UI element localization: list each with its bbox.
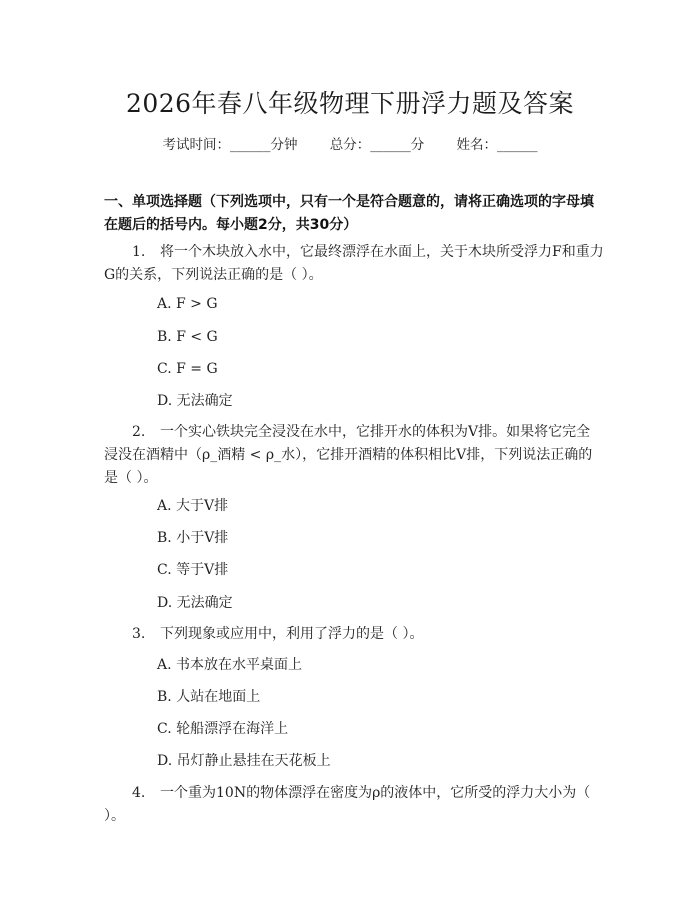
option-c: C. F = G bbox=[157, 361, 218, 377]
option-c: C. 等于V排 bbox=[157, 562, 229, 578]
question-stem: 下列现象或应用中，利用了浮力的是（ ）。 bbox=[160, 626, 424, 642]
question-number: 4. bbox=[132, 785, 146, 801]
option-b: B. 小于V排 bbox=[157, 530, 229, 546]
question-2 bbox=[104, 421, 604, 490]
question-number: 1. bbox=[132, 244, 146, 260]
option-a: A. 书本放在水平桌面上 bbox=[157, 657, 303, 673]
question-stem: 将一个木块放入水中，它最终漂浮在水面上，关于木块所受浮力F和重力G的关系，下列说法正确的是（ ）。 bbox=[104, 244, 604, 283]
option-d: D. 无法确定 bbox=[157, 393, 233, 409]
question-4 bbox=[104, 782, 604, 828]
option-d: D. 无法确定 bbox=[157, 595, 233, 611]
option-c: C. 轮船漂浮在海洋上 bbox=[157, 721, 289, 737]
question-stem: 一个重为10N的物体漂浮在密度为ρ的液体中，它所受的浮力大小为（ ）。 bbox=[104, 785, 591, 824]
option-a: A. 大于V排 bbox=[157, 498, 229, 514]
option-a: A. F > G bbox=[157, 296, 218, 312]
total-score: 总分：______分 bbox=[329, 137, 425, 153]
question-1 bbox=[104, 241, 604, 287]
option-d: D. 吊灯静止悬挂在天花板上 bbox=[157, 753, 331, 769]
question-number: 3. bbox=[132, 626, 146, 642]
question-stem: 一个实心铁块完全浸没在水中，它排开水的体积为V排。如果将它完全浸没在酒精中（ρ_酒精 < ρ_水），它排开酒精的体积相比V排，下列说法正确的是（ ）。 bbox=[104, 424, 593, 486]
exam-info bbox=[0, 133, 700, 153]
student-name: 姓名：______ bbox=[456, 137, 538, 153]
page-title: 2026年春八年级物理下册浮力题及答案 bbox=[125, 89, 575, 118]
option-b: B. 人站在地面上 bbox=[157, 689, 261, 705]
section-heading: 一、单项选择题（下列选项中，只有一个是符合题意的，请将正确选项的字母填在题后的括号内。每小题2分，共30分） bbox=[104, 194, 594, 233]
question-number: 2. bbox=[132, 424, 146, 440]
question-3 bbox=[104, 623, 604, 646]
option-b: B. F < G bbox=[157, 329, 218, 345]
exam-time: 考试时间：______分钟 bbox=[162, 137, 298, 153]
